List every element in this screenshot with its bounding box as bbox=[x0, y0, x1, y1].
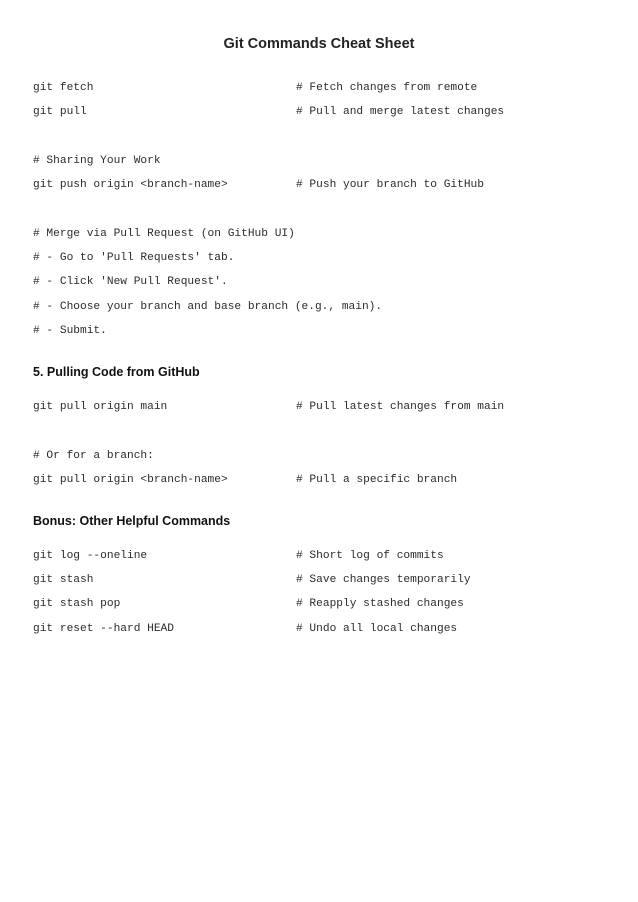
comment-line-pr-title bbox=[33, 226, 295, 242]
command-text: git log --oneline bbox=[33, 550, 148, 562]
comment-text: # Short log of commits bbox=[296, 550, 444, 562]
command-text: git stash bbox=[33, 574, 94, 586]
section-heading-bonus: Bonus: Other Helpful Commands bbox=[33, 514, 231, 528]
command-text: git push origin <branch-name> bbox=[33, 179, 228, 191]
comment-text: # Merge via Pull Request (on GitHub UI) bbox=[33, 228, 295, 240]
code-line-stash-pop bbox=[33, 596, 464, 612]
comment-text: # Save changes temporarily bbox=[296, 574, 471, 586]
code-line-pull bbox=[33, 104, 505, 120]
comment-line-branch bbox=[33, 448, 154, 464]
comment-text: # Fetch changes from remote bbox=[296, 82, 478, 94]
comment-text: # Push your branch to GitHub bbox=[296, 179, 484, 191]
code-line-push bbox=[33, 177, 484, 193]
comment-line-sharing bbox=[33, 153, 161, 169]
comment-text: # Undo all local changes bbox=[296, 623, 458, 635]
comment-text: # Or for a branch: bbox=[33, 450, 154, 462]
page-title: Git Commands Cheat Sheet bbox=[223, 36, 415, 52]
comment-line-pr-step bbox=[33, 274, 228, 290]
comment-text: # Pull a specific branch bbox=[296, 474, 458, 486]
comment-text: # Reapply stashed changes bbox=[296, 598, 464, 610]
code-line-reset bbox=[33, 621, 458, 637]
section-heading-pulling: 5. Pulling Code from GitHub bbox=[33, 365, 200, 379]
code-line-pull-branch bbox=[33, 472, 458, 488]
comment-text: # Sharing Your Work bbox=[33, 155, 161, 167]
comment-text: # - Go to 'Pull Requests' tab. bbox=[33, 252, 235, 264]
code-line-fetch bbox=[33, 80, 478, 96]
command-text: git pull origin <branch-name> bbox=[33, 474, 228, 486]
comment-text: # - Submit. bbox=[33, 325, 107, 337]
comment-line-pr-step bbox=[33, 323, 107, 339]
comment-text: # - Choose your branch and base branch (e.g., main). bbox=[33, 301, 383, 313]
code-line-pull-main bbox=[33, 399, 505, 415]
comment-text: # Pull and merge latest changes bbox=[296, 106, 505, 118]
command-text: git pull bbox=[33, 106, 87, 118]
code-line-stash bbox=[33, 572, 471, 588]
comment-text: # Pull latest changes from main bbox=[296, 401, 505, 413]
comment-line-pr-step bbox=[33, 299, 383, 315]
command-text: git fetch bbox=[33, 82, 94, 94]
command-text: git reset --hard HEAD bbox=[33, 623, 174, 635]
code-line-log bbox=[33, 548, 444, 564]
command-text: git pull origin main bbox=[33, 401, 168, 413]
command-text: git stash pop bbox=[33, 598, 121, 610]
comment-text: # - Click 'New Pull Request'. bbox=[33, 276, 228, 288]
comment-line-pr-step bbox=[33, 250, 235, 266]
